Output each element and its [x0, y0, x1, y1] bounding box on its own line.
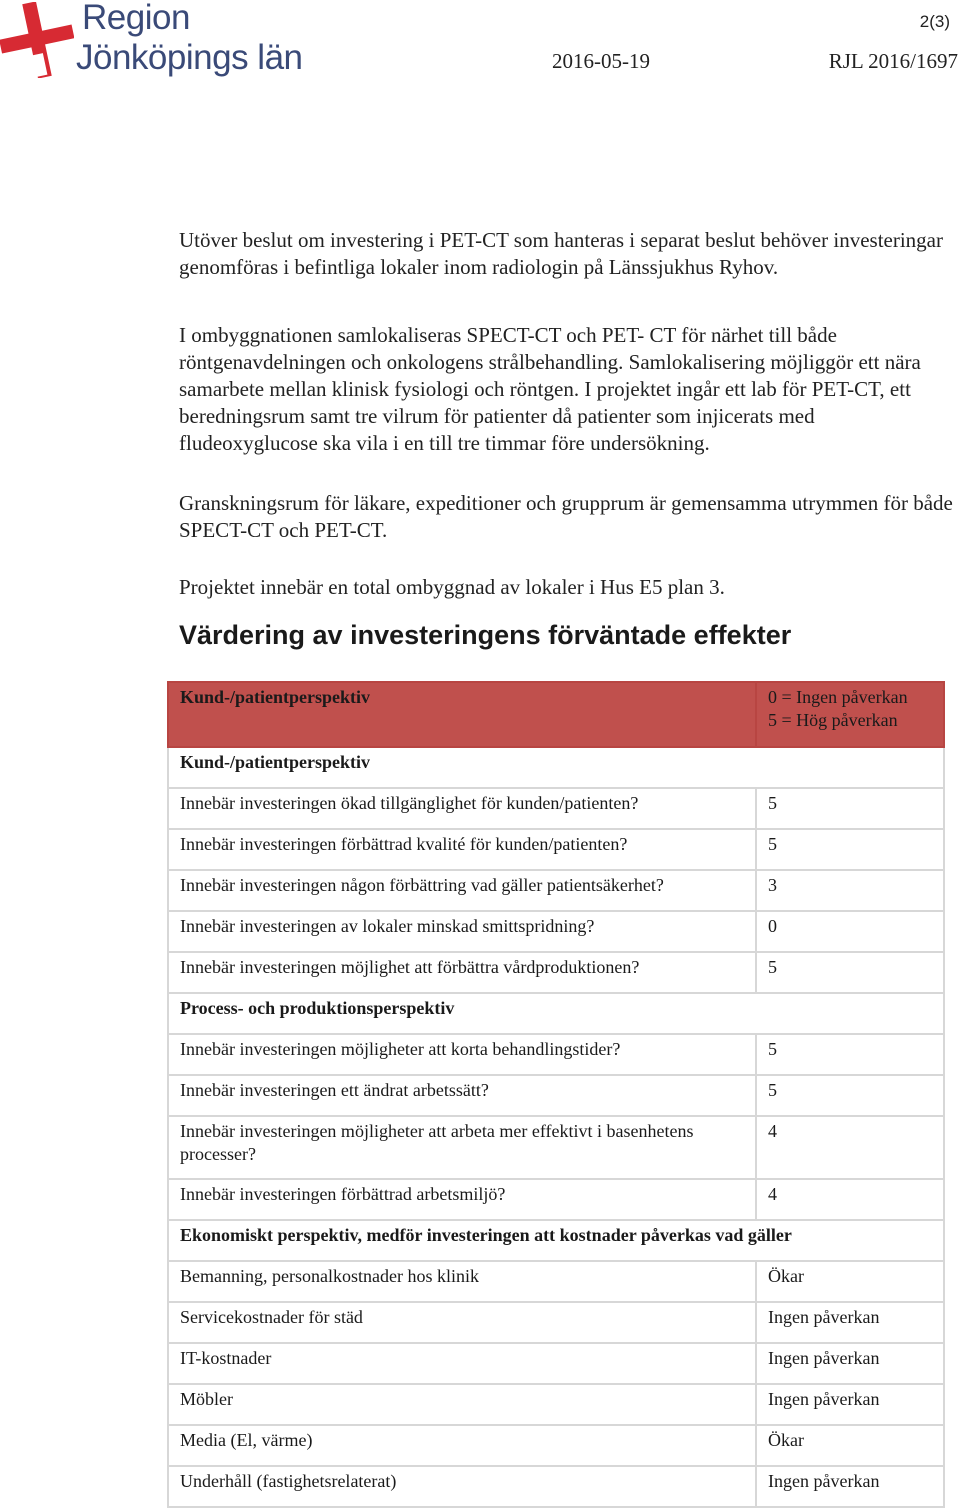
- evaluation-table: [167, 681, 945, 1508]
- table-row: [168, 1034, 944, 1075]
- question-cell: Innebär investeringen möjligheter att korta behandlingstider?: [168, 1034, 756, 1075]
- paragraph-4: [179, 574, 954, 601]
- section-row: [168, 747, 944, 788]
- value-cell: Ingen påverkan: [756, 1466, 944, 1507]
- paragraph-text: I ombyggnationen samlokaliseras SPECT-CT och PET- CT för närhet till både röntgenavdelningen och onkologens strålbehandling. Samlokalisering möjliggör ett nära samarbete mellan klinisk fysiologi och röntgen. I projektet ingår ett lab för PET-CT, ett beredningsrum samt tre vilrum för patienter då patienter som injicerats med fludeoxyglucose ska vila i en till tre timmar före undersökning.: [179, 323, 921, 455]
- paragraph-3: [179, 490, 954, 544]
- value-cell: Ökar: [756, 1425, 944, 1466]
- logo-text-line1: Region: [82, 0, 190, 37]
- item-cell: Möbler: [168, 1384, 756, 1425]
- table-row: [168, 911, 944, 952]
- value-cell: 5: [756, 829, 944, 870]
- question-cell: Innebär investeringen förbättrad arbetsmiljö?: [168, 1179, 756, 1220]
- document-reference: RJL 2016/1697: [828, 49, 958, 73]
- table-row: [168, 952, 944, 993]
- table-row: [168, 1261, 944, 1302]
- page-header: [0, 0, 960, 90]
- value-cell: 5: [756, 1034, 944, 1075]
- scale-line-2: 5 = Hög påverkan: [768, 710, 898, 730]
- table-header-row: [168, 682, 944, 747]
- value-cell: 5: [756, 952, 944, 993]
- question-cell: Innebär investeringen möjligheter att arbeta mer effektivt i basenhetens processer?: [168, 1116, 756, 1179]
- section-row: [168, 993, 944, 1034]
- question-cell: Innebär investeringen någon förbättring vad gäller patientsäkerhet?: [168, 870, 756, 911]
- item-cell: IT-kostnader: [168, 1343, 756, 1384]
- question-cell: Innebär investeringen av lokaler minskad smittspridning?: [168, 911, 756, 952]
- item-cell: Underhåll (fastighetsrelaterat): [168, 1466, 756, 1507]
- value-cell: 0: [756, 911, 944, 952]
- value-cell: 5: [756, 788, 944, 829]
- document-date: 2016-05-19: [552, 49, 650, 73]
- table-row: [168, 1343, 944, 1384]
- table-row: [168, 1075, 944, 1116]
- paragraph-1: [179, 227, 954, 281]
- value-cell: 4: [756, 1179, 944, 1220]
- table-row: [168, 1116, 944, 1179]
- table-row: [168, 1179, 944, 1220]
- table-row: [168, 1302, 944, 1343]
- page-number: 2(3): [919, 12, 950, 31]
- paragraph-text: Granskningsrum för läkare, expeditioner och grupprum är gemensamma utrymmen för både SPECT-CT och PET-CT.: [179, 491, 953, 542]
- value-cell: 5: [756, 1075, 944, 1116]
- region-cross-logo-icon: [0, 2, 74, 78]
- question-cell: Innebär investeringen möjlighet att förbättra vårdproduktionen?: [168, 952, 756, 993]
- value-cell: Ökar: [756, 1261, 944, 1302]
- table-header-scale: [756, 682, 944, 747]
- table-row: [168, 1384, 944, 1425]
- paragraph-text: Utöver beslut om investering i PET-CT som hanteras i separat beslut behöver investeringar genomföras i befintliga lokaler inom radiologin på Länssjukhus Ryhov.: [179, 228, 943, 279]
- table-row: [168, 829, 944, 870]
- question-cell: Innebär investeringen förbättrad kvalité för kunden/patienten?: [168, 829, 756, 870]
- table-row: [168, 870, 944, 911]
- section-heading: Värdering av investeringens förväntade effekter: [179, 620, 792, 650]
- table-row: [168, 1466, 944, 1507]
- table-row: [168, 788, 944, 829]
- paragraph-text: Projektet innebär en total ombyggnad av lokaler i Hus E5 plan 3.: [179, 575, 725, 599]
- table-header-left: Kund-/patientperspektiv: [168, 682, 756, 747]
- value-cell: Ingen påverkan: [756, 1343, 944, 1384]
- value-cell: Ingen påverkan: [756, 1384, 944, 1425]
- logo-text-line2: Jönköpings län: [76, 38, 303, 77]
- section-row: [168, 1220, 944, 1261]
- question-cell: Innebär investeringen ökad tillgänglighet för kunden/patienten?: [168, 788, 756, 829]
- region-logo: [0, 0, 320, 85]
- value-cell: Ingen påverkan: [756, 1302, 944, 1343]
- item-cell: Bemanning, personalkostnader hos klinik: [168, 1261, 756, 1302]
- table-row: [168, 1425, 944, 1466]
- value-cell: 3: [756, 870, 944, 911]
- item-cell: Media (El, värme): [168, 1425, 756, 1466]
- section-title: Process- och produktionsperspektiv: [168, 993, 944, 1034]
- section-title: Ekonomiskt perspektiv, medför investeringen att kostnader påverkas vad gäller: [168, 1220, 944, 1261]
- item-cell: Servicekostnader för städ: [168, 1302, 756, 1343]
- scale-line-1: 0 = Ingen påverkan: [768, 687, 908, 707]
- question-cell: Innebär investeringen ett ändrat arbetssätt?: [168, 1075, 756, 1116]
- section-title: Kund-/patientperspektiv: [168, 747, 944, 788]
- paragraph-2: [179, 322, 954, 457]
- value-cell: 4: [756, 1116, 944, 1179]
